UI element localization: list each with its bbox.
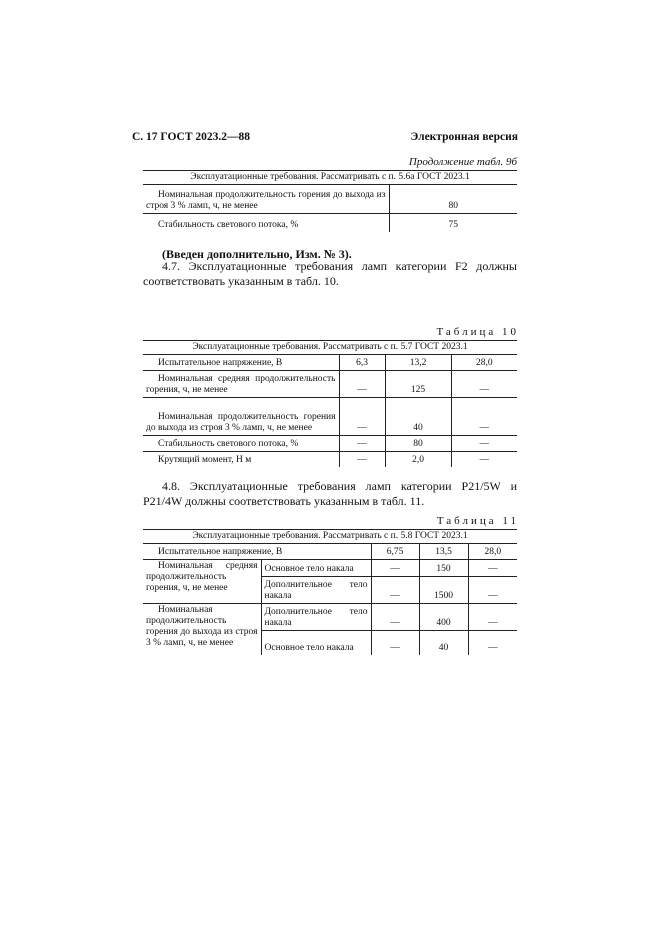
- cell-value: —: [468, 577, 517, 604]
- voltage-cell: 6,75: [371, 544, 419, 560]
- table9b-caption: Продолжение табл. 9б: [408, 156, 517, 168]
- voltage-cell: 6,3: [339, 355, 385, 371]
- paragraph-4-8: 4.8. Эксплуатационные требования ламп категории P21/5W и P21/4W должны соответствовать указанным в табл. 11.: [143, 479, 517, 508]
- amendment-note: (Введен дополнительно, Изм. № 3).: [162, 247, 352, 261]
- cell-value: —: [468, 560, 517, 577]
- cell-value: —: [371, 631, 419, 656]
- group-label: Номинальная средняя продолжительность горения, ч, не менее: [143, 560, 261, 604]
- cell-value: —: [479, 455, 489, 465]
- table11-voltage-label: Испытательное напряжение, В: [143, 544, 371, 560]
- table10-voltage-label: Испытательное напряжение, В: [143, 355, 339, 371]
- table-row: [143, 604, 517, 631]
- table10-header: Эксплуатационные требования. Рассматривать с п. 5.7 ГОСТ 2023.1: [143, 341, 517, 355]
- cell-value: 40: [419, 631, 468, 656]
- table-row: [143, 452, 517, 468]
- cell-value: 40: [385, 398, 451, 436]
- cell-value: —: [371, 560, 419, 577]
- table-10: [143, 340, 517, 467]
- voltage-cell: 28,0: [468, 544, 517, 560]
- table-row: [143, 214, 517, 233]
- cell-value: 150: [419, 560, 468, 577]
- cell-value: —: [451, 398, 517, 436]
- table10-title: Таблица 10: [436, 326, 519, 338]
- table-row: [143, 398, 517, 436]
- sub-label: Дополнительное тело накала: [261, 577, 371, 604]
- table9b-row-value: 75: [389, 214, 517, 233]
- sub-label: Основное тело накала: [261, 560, 371, 577]
- cell-value: —: [488, 643, 498, 653]
- cell-value: 80: [385, 436, 451, 452]
- table-row: [143, 371, 517, 398]
- cell-value: —: [451, 436, 517, 452]
- table-row: [143, 560, 517, 577]
- table9b-row-label: Стабильность светового потока, %: [143, 214, 389, 233]
- edition-label: Электронная версия: [410, 131, 518, 143]
- cell-value: —: [451, 371, 517, 398]
- table-9b: [143, 170, 517, 232]
- table9b-row-label: Номинальная продолжительность горения до выхода из строя 3 % ламп, ч, не менее: [143, 185, 389, 214]
- table-row: [143, 185, 517, 214]
- cell-value: —: [468, 604, 517, 631]
- row-label: Номинальная продолжительность горения до выхода из строя 3 % ламп, ч, не менее: [143, 398, 339, 436]
- voltage-cell: 28,0: [451, 355, 517, 371]
- page-code: С. 17 ГОСТ 2023.2—88: [132, 131, 251, 143]
- cell-value: 400: [419, 604, 468, 631]
- row-label: Номинальная средняя продолжительность горения, ч, не менее: [143, 371, 339, 398]
- cell-value: —: [339, 398, 385, 436]
- table9b-row-value: 80: [448, 201, 458, 211]
- voltage-cell: 13,2: [385, 355, 451, 371]
- table11-header: Эксплуатационные требования. Рассматривать с п. 5.8 ГОСТ 2023.1: [143, 530, 517, 544]
- group-label: Номинальная продолжительность горения до выхода из строя 3 % ламп, ч, не менее: [143, 604, 261, 656]
- table-11: [143, 529, 517, 655]
- table-row: [143, 436, 517, 452]
- paragraph-4-7: 4.7. Эксплуатационные требования ламп категории F2 должны соответствовать указанным в табл. 10.: [143, 259, 517, 288]
- voltage-cell: 13,5: [419, 544, 468, 560]
- sub-label: Основное тело накала: [261, 631, 371, 656]
- cell-value: 2,0: [385, 452, 451, 468]
- cell-value: —: [371, 604, 419, 631]
- cell-value: —: [339, 371, 385, 398]
- cell-value: —: [371, 577, 419, 604]
- cell-value: 1500: [419, 577, 468, 604]
- cell-value: —: [339, 436, 385, 452]
- table9b-header: Эксплуатационные требования. Рассматривать с п. 5.6а ГОСТ 2023.1: [143, 171, 517, 185]
- table11-title: Таблица 11: [436, 515, 519, 527]
- row-label: Стабильность светового потока, %: [143, 436, 339, 452]
- row-label: Крутящий момент, Н м: [143, 452, 339, 468]
- cell-value: 125: [385, 371, 451, 398]
- cell-value: —: [339, 452, 385, 468]
- sub-label: Дополнительное тело накала: [261, 604, 371, 631]
